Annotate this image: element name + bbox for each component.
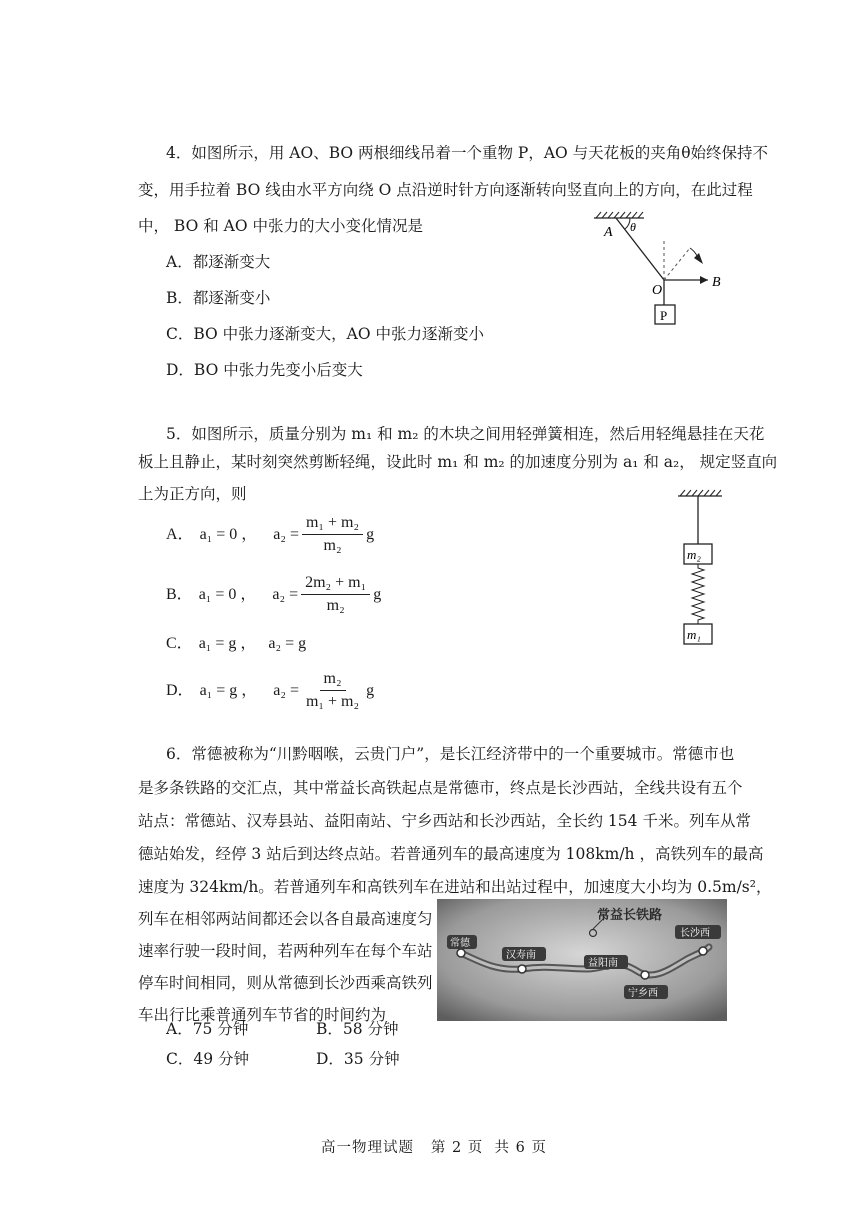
q4-stem-line-2: 变，用手拉着 BO 线由水平方向绕 O 点沿逆时针方向逐渐转向竖直向上的方向，在此过程: [138, 181, 753, 199]
q5-option-a-a2: a₂ =: [273, 525, 299, 543]
q4-option-c: C．BO 中张力逐渐变大，AO 中张力逐渐变小: [166, 325, 485, 343]
q5-figure: [672, 486, 732, 651]
q6-option-a: A．75 分钟: [166, 1020, 249, 1038]
q5-option-c-text: a₁ = g ， a₂ = g: [198, 635, 307, 652]
q5-option-d-a2: a₂ =: [273, 681, 299, 699]
q6-stem-line-2: 是多条铁路的交汇点，其中常益长高铁起点是常德市，终点是长沙西站，全线共设有五个: [138, 779, 743, 797]
q5-option-b-numerator: 2m₂ + m₁: [301, 574, 370, 595]
q5-label-m2: m₂: [687, 547, 701, 562]
q5-option-d-numerator: m₂: [320, 670, 346, 691]
q6-map-station-ningxiangxi: 宁乡西: [628, 988, 658, 999]
q5-option-d-label: D．: [166, 681, 194, 699]
q4-label-b: B: [712, 275, 721, 290]
q6-map-station-hanshounan: 汉寿南: [506, 950, 536, 961]
q5-option-c: [166, 634, 306, 654]
q5-option-b-denominator: m₂: [326, 597, 345, 614]
q6-stem-line-8: 停车时间相同，则从常德到长沙西乘高铁列: [138, 974, 433, 992]
q5-option-b-label: B．: [166, 585, 193, 603]
q5-label-m1: m₁: [687, 627, 701, 642]
q4-label-theta: θ: [630, 220, 636, 234]
q4-option-a: A．都逐渐变大: [166, 253, 271, 271]
q5-option-d: [166, 670, 374, 711]
q6-stem-line-9: 车出行比乘普通列车节省的时间约为: [138, 1006, 387, 1024]
q4-stem-line-3: 中， BO 和 AO 中张力的大小变化情况是: [138, 217, 423, 235]
q5-stem-line-2: 板上且静止，某时刻突然剪断轻绳，设此时 m₁ 和 m₂ 的加速度分别为 a₁ 和 a₂， 规定竖直向: [138, 453, 778, 471]
q5-option-a: [166, 514, 374, 555]
q5-option-d-a1: a₁ = g ，: [199, 681, 258, 699]
q6-map-station-changshaxi: 长沙西: [680, 928, 710, 939]
q5-option-a-g: g: [366, 525, 375, 543]
q6-option-b: B．58 分钟: [316, 1020, 399, 1038]
q5-option-b: [166, 574, 381, 615]
q5-option-a-denominator: m₂: [323, 537, 342, 554]
page-footer: 高一物理试题 第 2 页 共 6 页: [321, 1140, 547, 1156]
q4-label-p: P: [660, 308, 668, 323]
q5-option-d-denominator: m₁ + m₂: [305, 693, 360, 710]
q6-stem-line-1: 6．常德被称为“川黔咽喉，云贵门户”，是长江经济带中的一个重要城市。常德市也: [166, 745, 735, 763]
q5-stem-line-3: 上为正方向，则: [138, 485, 247, 503]
q6-map-station-changde: 常德: [450, 938, 470, 949]
q6-railway-map: [437, 899, 727, 1021]
q5-stem-line-1: 5．如图所示，质量分别为 m₁ 和 m₂ 的木块之间用轻弹簧相连，然后用轻绳悬挂在天花: [166, 425, 765, 443]
q5-option-b-a2: a₂ =: [272, 585, 299, 603]
q5-option-a-numerator: m₁ + m₂: [302, 514, 363, 535]
q4-stem-line-1: 4．如图所示，用 AO、BO 两根细线吊着一个重物 P，AO 与天花板的夹角θ始终保持不: [166, 144, 769, 162]
q6-stem-line-6: 列车在相邻两站间都还会以各自最高速度匀: [138, 910, 433, 928]
q4-figure: [586, 208, 736, 338]
q5-option-c-label: C．: [166, 635, 193, 652]
q6-stem-line-5: 速度为 324km/h。若普通列车和高铁列车在进站和出站过程中，加速度大小均为 0.5m/s²，: [138, 878, 772, 896]
q4-option-b: B．都逐渐变小: [166, 289, 271, 307]
q5-option-d-g: g: [366, 681, 375, 699]
q4-option-d: D．BO 中张力先变小后变大: [166, 361, 363, 379]
q5-option-a-a1: a₁ = 0 ，: [199, 525, 258, 543]
q6-map-title: 常益长铁路: [597, 907, 663, 922]
q6-stem-line-7: 速率行驶一段时间，若两种列车在每个车站: [138, 942, 433, 960]
q6-option-c: C．49 分钟: [166, 1050, 250, 1068]
q4-label-o: O: [652, 283, 663, 298]
q5-option-b-a1: a₁ = 0 ，: [198, 585, 257, 603]
q6-map-station-yiyangnan: 益阳南: [588, 958, 618, 969]
q6-stem-line-3: 站点：常德站、汉寿县站、益阳南站、宁乡西站和长沙西站，全长约 154 千米。列车从常: [138, 812, 751, 830]
q5-option-b-g: g: [373, 585, 382, 603]
q5-option-a-label: A．: [166, 525, 194, 543]
q4-label-a: A: [604, 225, 613, 240]
q6-option-d: D．35 分钟: [316, 1050, 400, 1068]
q6-stem-line-4: 德站始发，经停 3 站后到达终点站。若普通列车的最高速度为 108km/h ，高铁列车的最高: [138, 845, 764, 863]
